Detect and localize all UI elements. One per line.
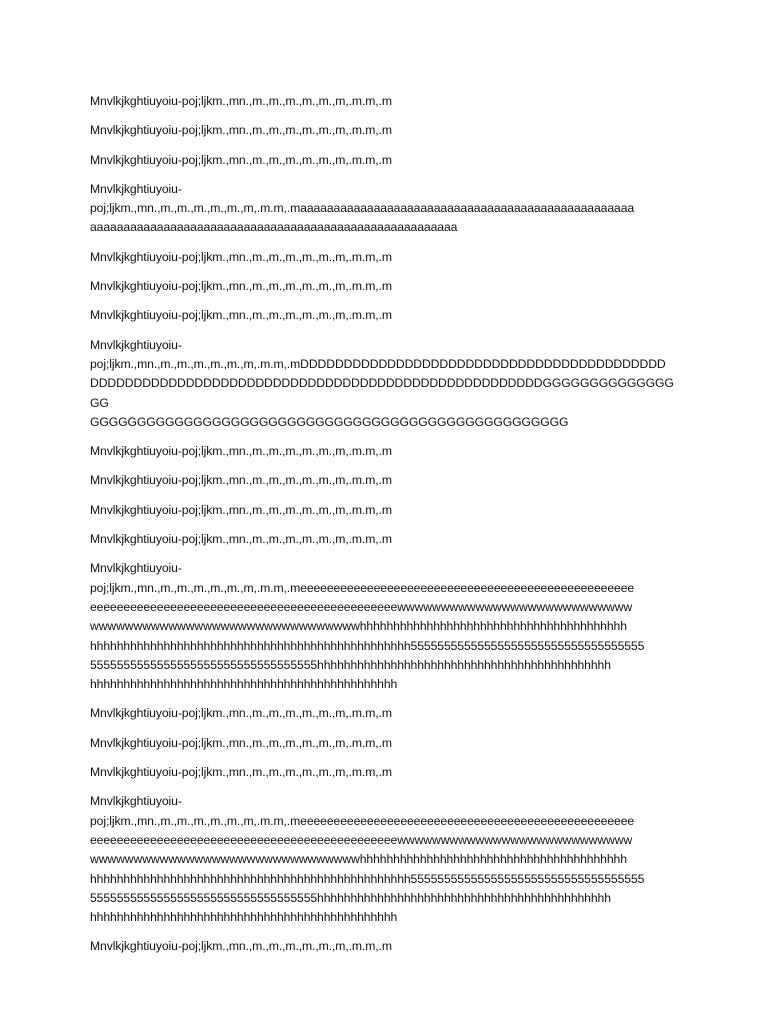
- paragraph-line: Mnvlkjkghtiuyoiu-: [90, 181, 182, 196]
- paragraph-line: Mnvlkjkghtiuyoiu-poj;ljkm.,mn.,m.,m.,m.,m.,m.,m,.m.m,.m: [90, 308, 392, 323]
- document-paragraph: [90, 92, 680, 111]
- paragraph-line: 5555555555555555555555555555555555hhhhhhhhhhhhhhhhhhhhhhhhhhhhhhhhhhhhhhhhhhhh: [90, 657, 611, 672]
- paragraph-line: hhhhhhhhhhhhhhhhhhhhhhhhhhhhhhhhhhhhhhhhhhhhhh: [90, 677, 398, 692]
- paragraph-line: poj;ljkm.,mn.,m.,m.,m.,m.,m.,m,.m.m,.meeeeeeeeeeeeeeeeeeeeeeeeeeeeeeeeeeeeeeeeeeeeeeeeee: [90, 813, 635, 828]
- paragraph-line: GGGGGGGGGGGGGGGGGGGGGGGGGGGGGGGGGGGGGGGGGGGGGGGGGGG: [90, 414, 569, 429]
- paragraph-line: poj;ljkm.,mn.,m.,m.,m.,m.,m.,m,.m.m,.meeeeeeeeeeeeeeeeeeeeeeeeeeeeeeeeeeeeeeeeeeeeeeeeee: [90, 580, 635, 595]
- document-paragraph: [90, 151, 680, 170]
- paragraph-line: wwwwwwwwwwwwwwwwwwwwwwwwwwwwwwwhhhhhhhhhhhhhhhhhhhhhhhhhhhhhhhhhhhhhhhh: [90, 852, 627, 867]
- paragraph-line: Mnvlkjkghtiuyoiu-poj;ljkm.,mn.,m.,m.,m.,m.,m.,m,.m.m,.m: [90, 706, 392, 721]
- paragraph-line: eeeeeeeeeeeeeeeeeeeeeeeeeeeeeeeeeeeeeeeeeeeeeewwwwwwwwwwwwwwwwwwwwwwwwwww: [90, 599, 633, 614]
- document-paragraph: [90, 471, 680, 490]
- document-paragraph: [90, 306, 680, 325]
- paragraph-line: Mnvlkjkghtiuyoiu-poj;ljkm.,mn.,m.,m.,m.,m.,m.,m,.m.m,.m: [90, 765, 392, 780]
- document-paragraph: [90, 704, 680, 723]
- paragraph-line: Mnvlkjkghtiuyoiu-poj;ljkm.,mn.,m.,m.,m.,m.,m.,m,.m.m,.m: [90, 735, 392, 750]
- paragraph-line: Mnvlkjkghtiuyoiu-poj;ljkm.,mn.,m.,m.,m.,m.,m.,m,.m.m,.m: [90, 249, 392, 264]
- paragraph-line: Mnvlkjkghtiuyoiu-poj;ljkm.,mn.,m.,m.,m.,m.,m.,m,.m.m,.m: [90, 279, 392, 294]
- paragraph-line: poj;ljkm.,mn.,m.,m.,m.,m.,m.,m,.m.m,.maaaaaaaaaaaaaaaaaaaaaaaaaaaaaaaaaaaaaaaaaaaaaaaaaa: [90, 201, 635, 216]
- document-paragraph: [90, 559, 680, 694]
- document-paragraph: [90, 763, 680, 782]
- document-paragraph: [90, 501, 680, 520]
- paragraph-line: 5555555555555555555555555555555555hhhhhhhhhhhhhhhhhhhhhhhhhhhhhhhhhhhhhhhhhhhh: [90, 890, 611, 905]
- paragraph-line: Mnvlkjkghtiuyoiu-poj;ljkm.,mn.,m.,m.,m.,m.,m.,m,.m.m,.m: [90, 502, 392, 517]
- document-paragraph: [90, 937, 680, 956]
- paragraph-line: hhhhhhhhhhhhhhhhhhhhhhhhhhhhhhhhhhhhhhhhhhhhhh: [90, 910, 398, 925]
- document-paragraph: [90, 336, 680, 432]
- paragraph-line: aaaaaaaaaaaaaaaaaaaaaaaaaaaaaaaaaaaaaaaaaaaaaaaaaaaaaaa: [90, 220, 458, 235]
- document-paragraph: [90, 180, 680, 238]
- paragraph-line: eeeeeeeeeeeeeeeeeeeeeeeeeeeeeeeeeeeeeeeeeeeeeewwwwwwwwwwwwwwwwwwwwwwwwwww: [90, 832, 633, 847]
- paragraph-line: Mnvlkjkghtiuyoiu-: [90, 794, 182, 809]
- paragraph-line: wwwwwwwwwwwwwwwwwwwwwwwwwwwwwwwhhhhhhhhhhhhhhhhhhhhhhhhhhhhhhhhhhhhhhhh: [90, 619, 627, 634]
- document-paragraph: [90, 277, 680, 296]
- paragraph-line: Mnvlkjkghtiuyoiu-poj;ljkm.,mn.,m.,m.,m.,m.,m.,m,.m.m,.m: [90, 444, 392, 459]
- document-paragraph: [90, 121, 680, 140]
- paragraph-line: hhhhhhhhhhhhhhhhhhhhhhhhhhhhhhhhhhhhhhhhhhhhhhhh55555555555555555555555555555555555: [90, 638, 645, 653]
- paragraph-line: hhhhhhhhhhhhhhhhhhhhhhhhhhhhhhhhhhhhhhhhhhhhhhhh55555555555555555555555555555555555: [90, 871, 645, 886]
- document-paragraph: [90, 530, 680, 549]
- paragraph-line: Mnvlkjkghtiuyoiu-poj;ljkm.,mn.,m.,m.,m.,m.,m.,m,.m.m,.m: [90, 123, 392, 138]
- document-paragraph: [90, 792, 680, 927]
- paragraph-line: Mnvlkjkghtiuyoiu-: [90, 337, 182, 352]
- paragraph-line: Mnvlkjkghtiuyoiu-poj;ljkm.,mn.,m.,m.,m.,m.,m.,m,.m.m,.m: [90, 152, 392, 167]
- document-paragraph: [90, 248, 680, 267]
- document-paragraph: [90, 734, 680, 753]
- paragraph-line: Mnvlkjkghtiuyoiu-poj;ljkm.,mn.,m.,m.,m.,m.,m.,m,.m.m,.m: [90, 532, 392, 547]
- paragraph-line: Mnvlkjkghtiuyoiu-poj;ljkm.,mn.,m.,m.,m.,m.,m.,m,.m.m,.m: [90, 939, 392, 954]
- document-body: [90, 92, 680, 967]
- paragraph-line: Mnvlkjkghtiuyoiu-poj;ljkm.,mn.,m.,m.,m.,m.,m.,m,.m.m,.m: [90, 473, 392, 488]
- paragraph-line: Mnvlkjkghtiuyoiu-: [90, 561, 182, 576]
- paragraph-line: poj;ljkm.,mn.,m.,m.,m.,m.,m.,m,.m.m,.mDDDDDDDDDDDDDDDDDDDDDDDDDDDDDDDDDDDDDDDDDD: [90, 356, 666, 371]
- paragraph-line: Mnvlkjkghtiuyoiu-poj;ljkm.,mn.,m.,m.,m.,m.,m.,m,.m.m,.m: [90, 94, 392, 108]
- document-paragraph: [90, 442, 680, 461]
- paragraph-line: DDDDDDDDDDDDDDDDDDDDDDDDDDDDDDDDDDDDDDDDDDDDDDDDDDDDGGGGGGGGGGGGGGGG: [90, 376, 674, 410]
